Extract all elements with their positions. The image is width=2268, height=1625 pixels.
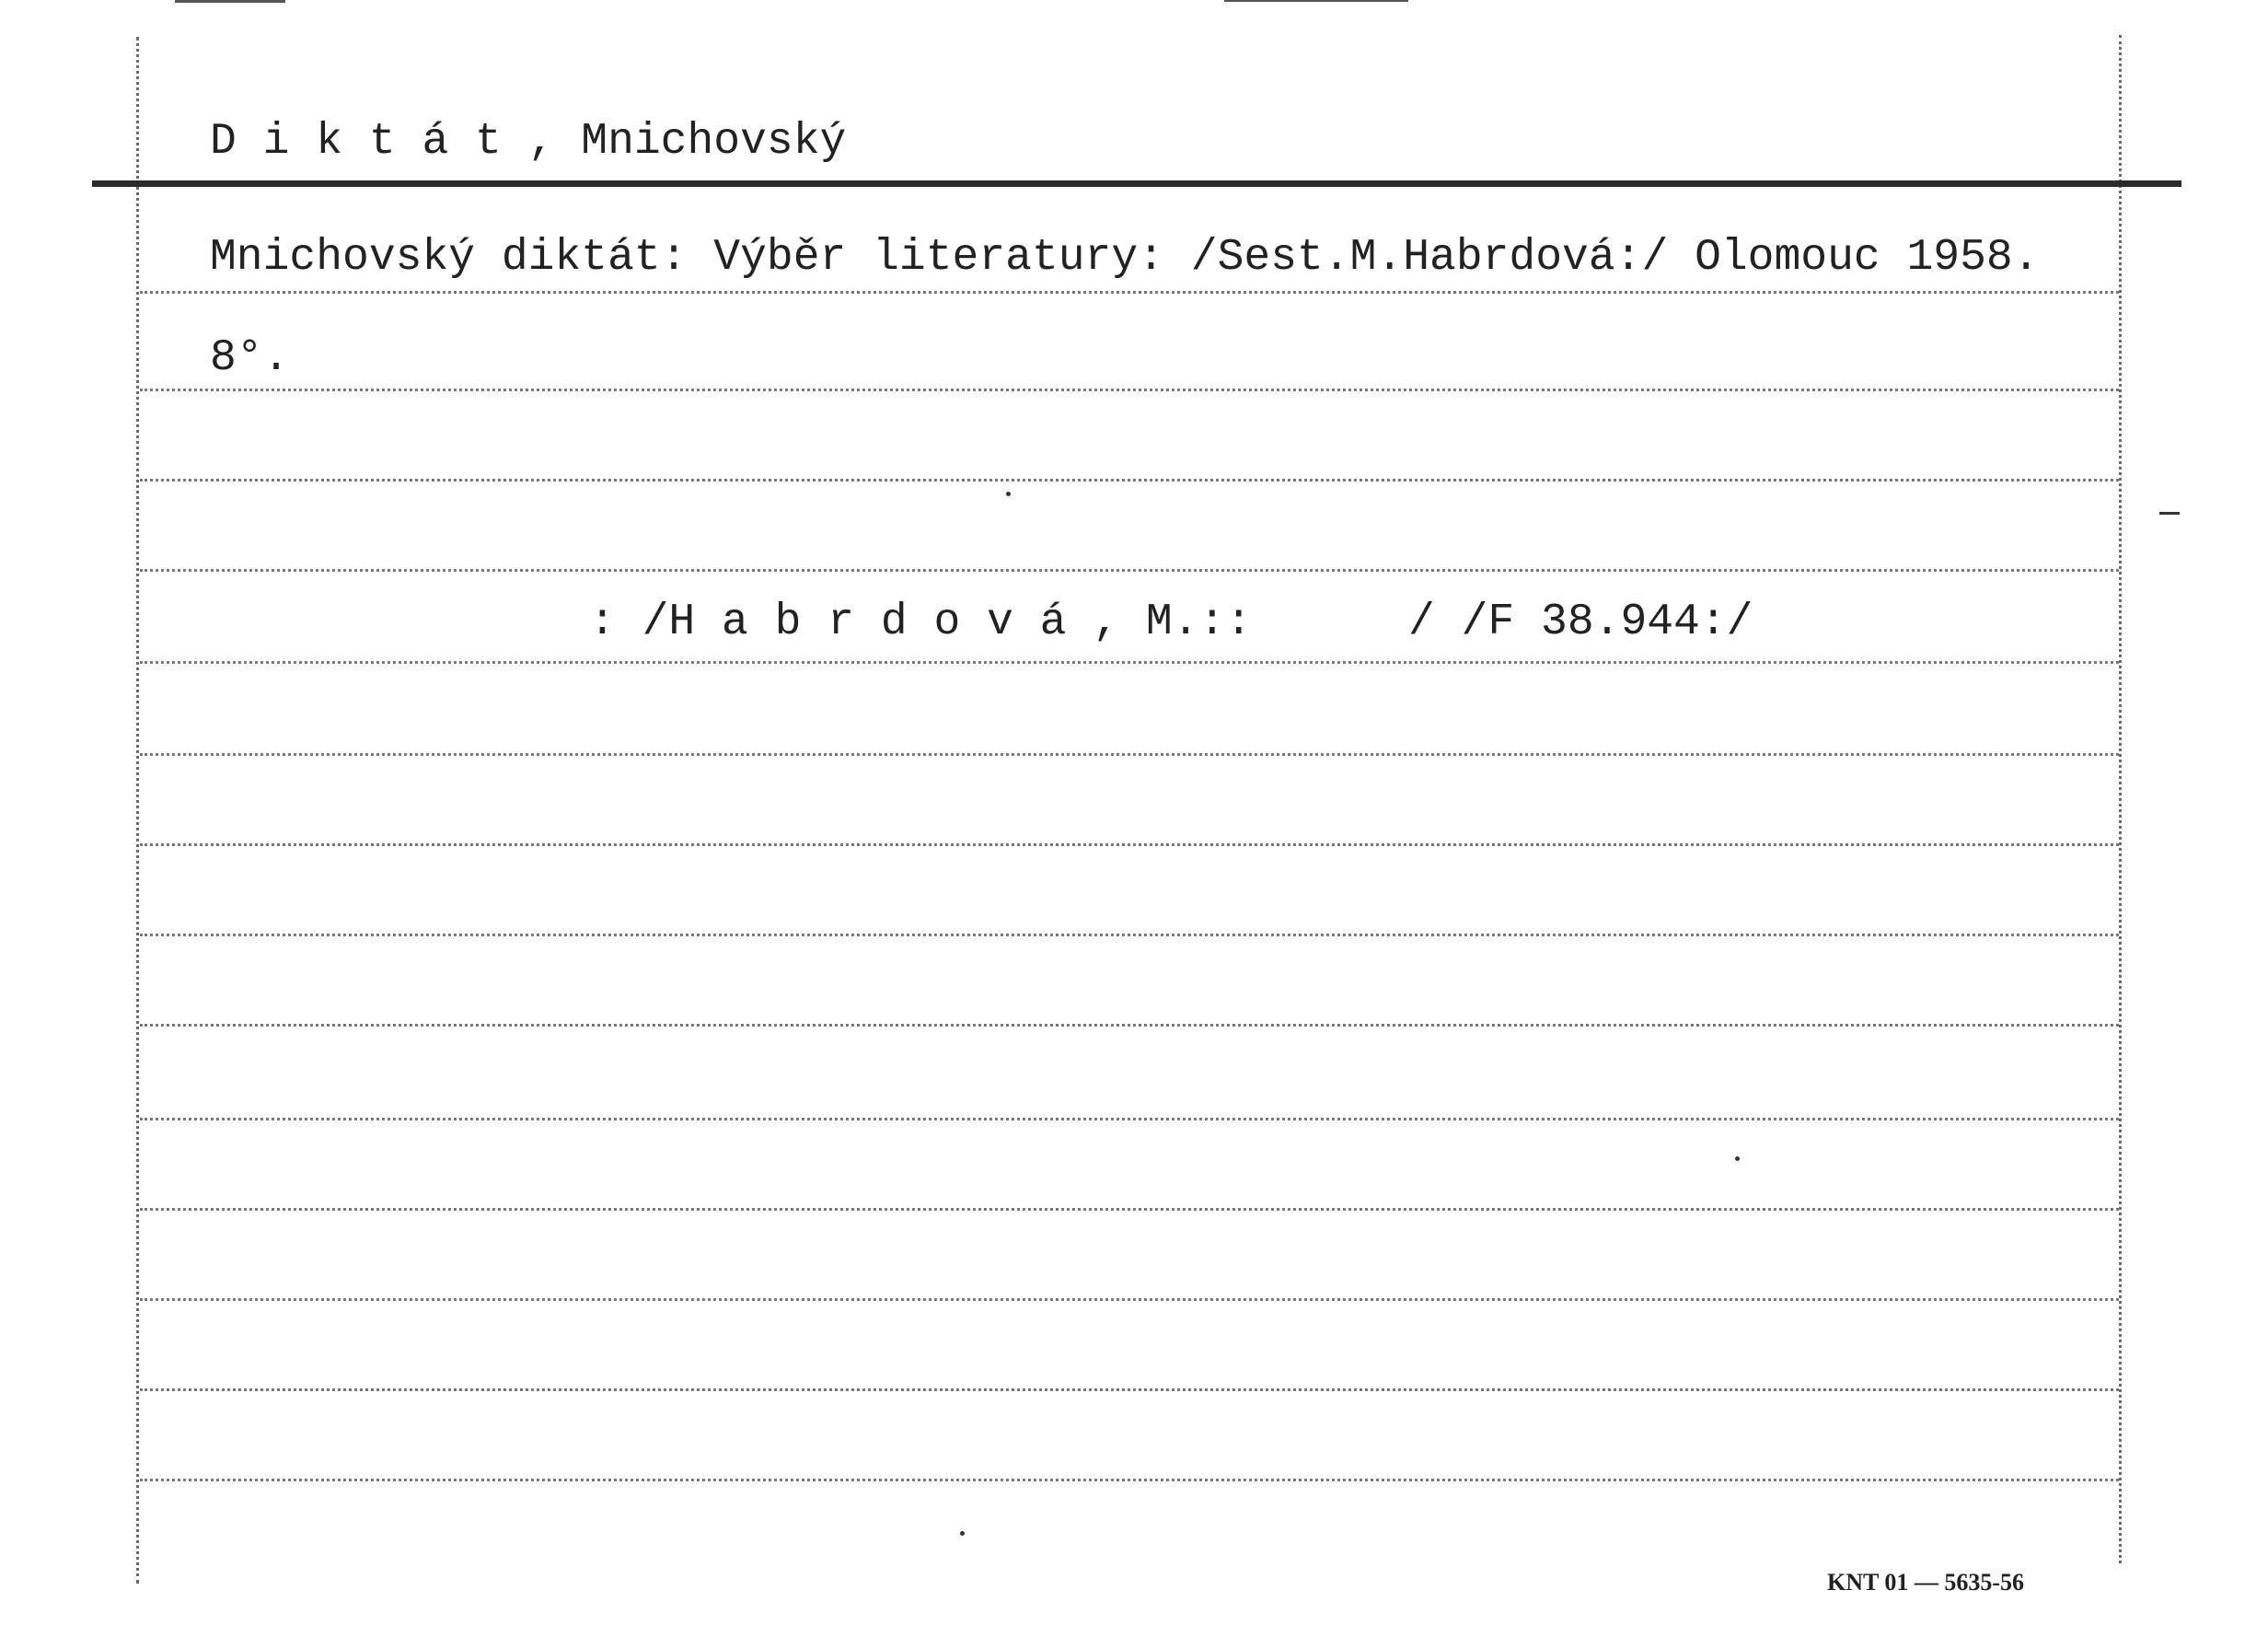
right-margin-rule <box>2119 35 2122 1563</box>
heading-rule <box>92 180 2181 187</box>
card-heading: D i k t á t , Mnichovský <box>210 117 847 167</box>
ruled-line <box>140 843 2119 846</box>
ruled-line <box>140 479 2119 482</box>
ruled-line <box>140 1388 2119 1391</box>
scan-speck <box>1735 1156 1740 1161</box>
ruled-line <box>140 753 2119 756</box>
ruled-line <box>140 661 2119 664</box>
format-note: 8°. <box>210 333 290 383</box>
added-entry: : /H a b r d o v á , M.:: <box>589 598 1253 647</box>
scan-speck <box>1006 492 1011 496</box>
ruled-line <box>140 1024 2119 1027</box>
top-edge-mark <box>175 0 285 3</box>
left-margin-rule <box>136 37 139 1584</box>
ruled-line <box>140 934 2119 936</box>
ruled-line <box>140 1479 2119 1481</box>
ruled-line <box>140 291 2119 294</box>
ruled-line <box>140 1298 2119 1301</box>
top-edge-mark <box>1224 0 1408 2</box>
scan-mark <box>2159 512 2180 515</box>
form-number: KNT 01 — 5635-56 <box>1827 1569 2025 1596</box>
scan-speck <box>960 1531 965 1536</box>
ruled-line <box>140 389 2119 391</box>
ruled-line <box>140 569 2119 572</box>
shelf-mark: / /F 38.944:/ <box>1408 598 1753 647</box>
ruled-line <box>140 1118 2119 1120</box>
ruled-line <box>140 1208 2119 1211</box>
bibliographic-entry: Mnichovský diktát: Výběr literatury: /Sest.M.Habrdová:/ Olomouc 1958. <box>210 233 2040 283</box>
